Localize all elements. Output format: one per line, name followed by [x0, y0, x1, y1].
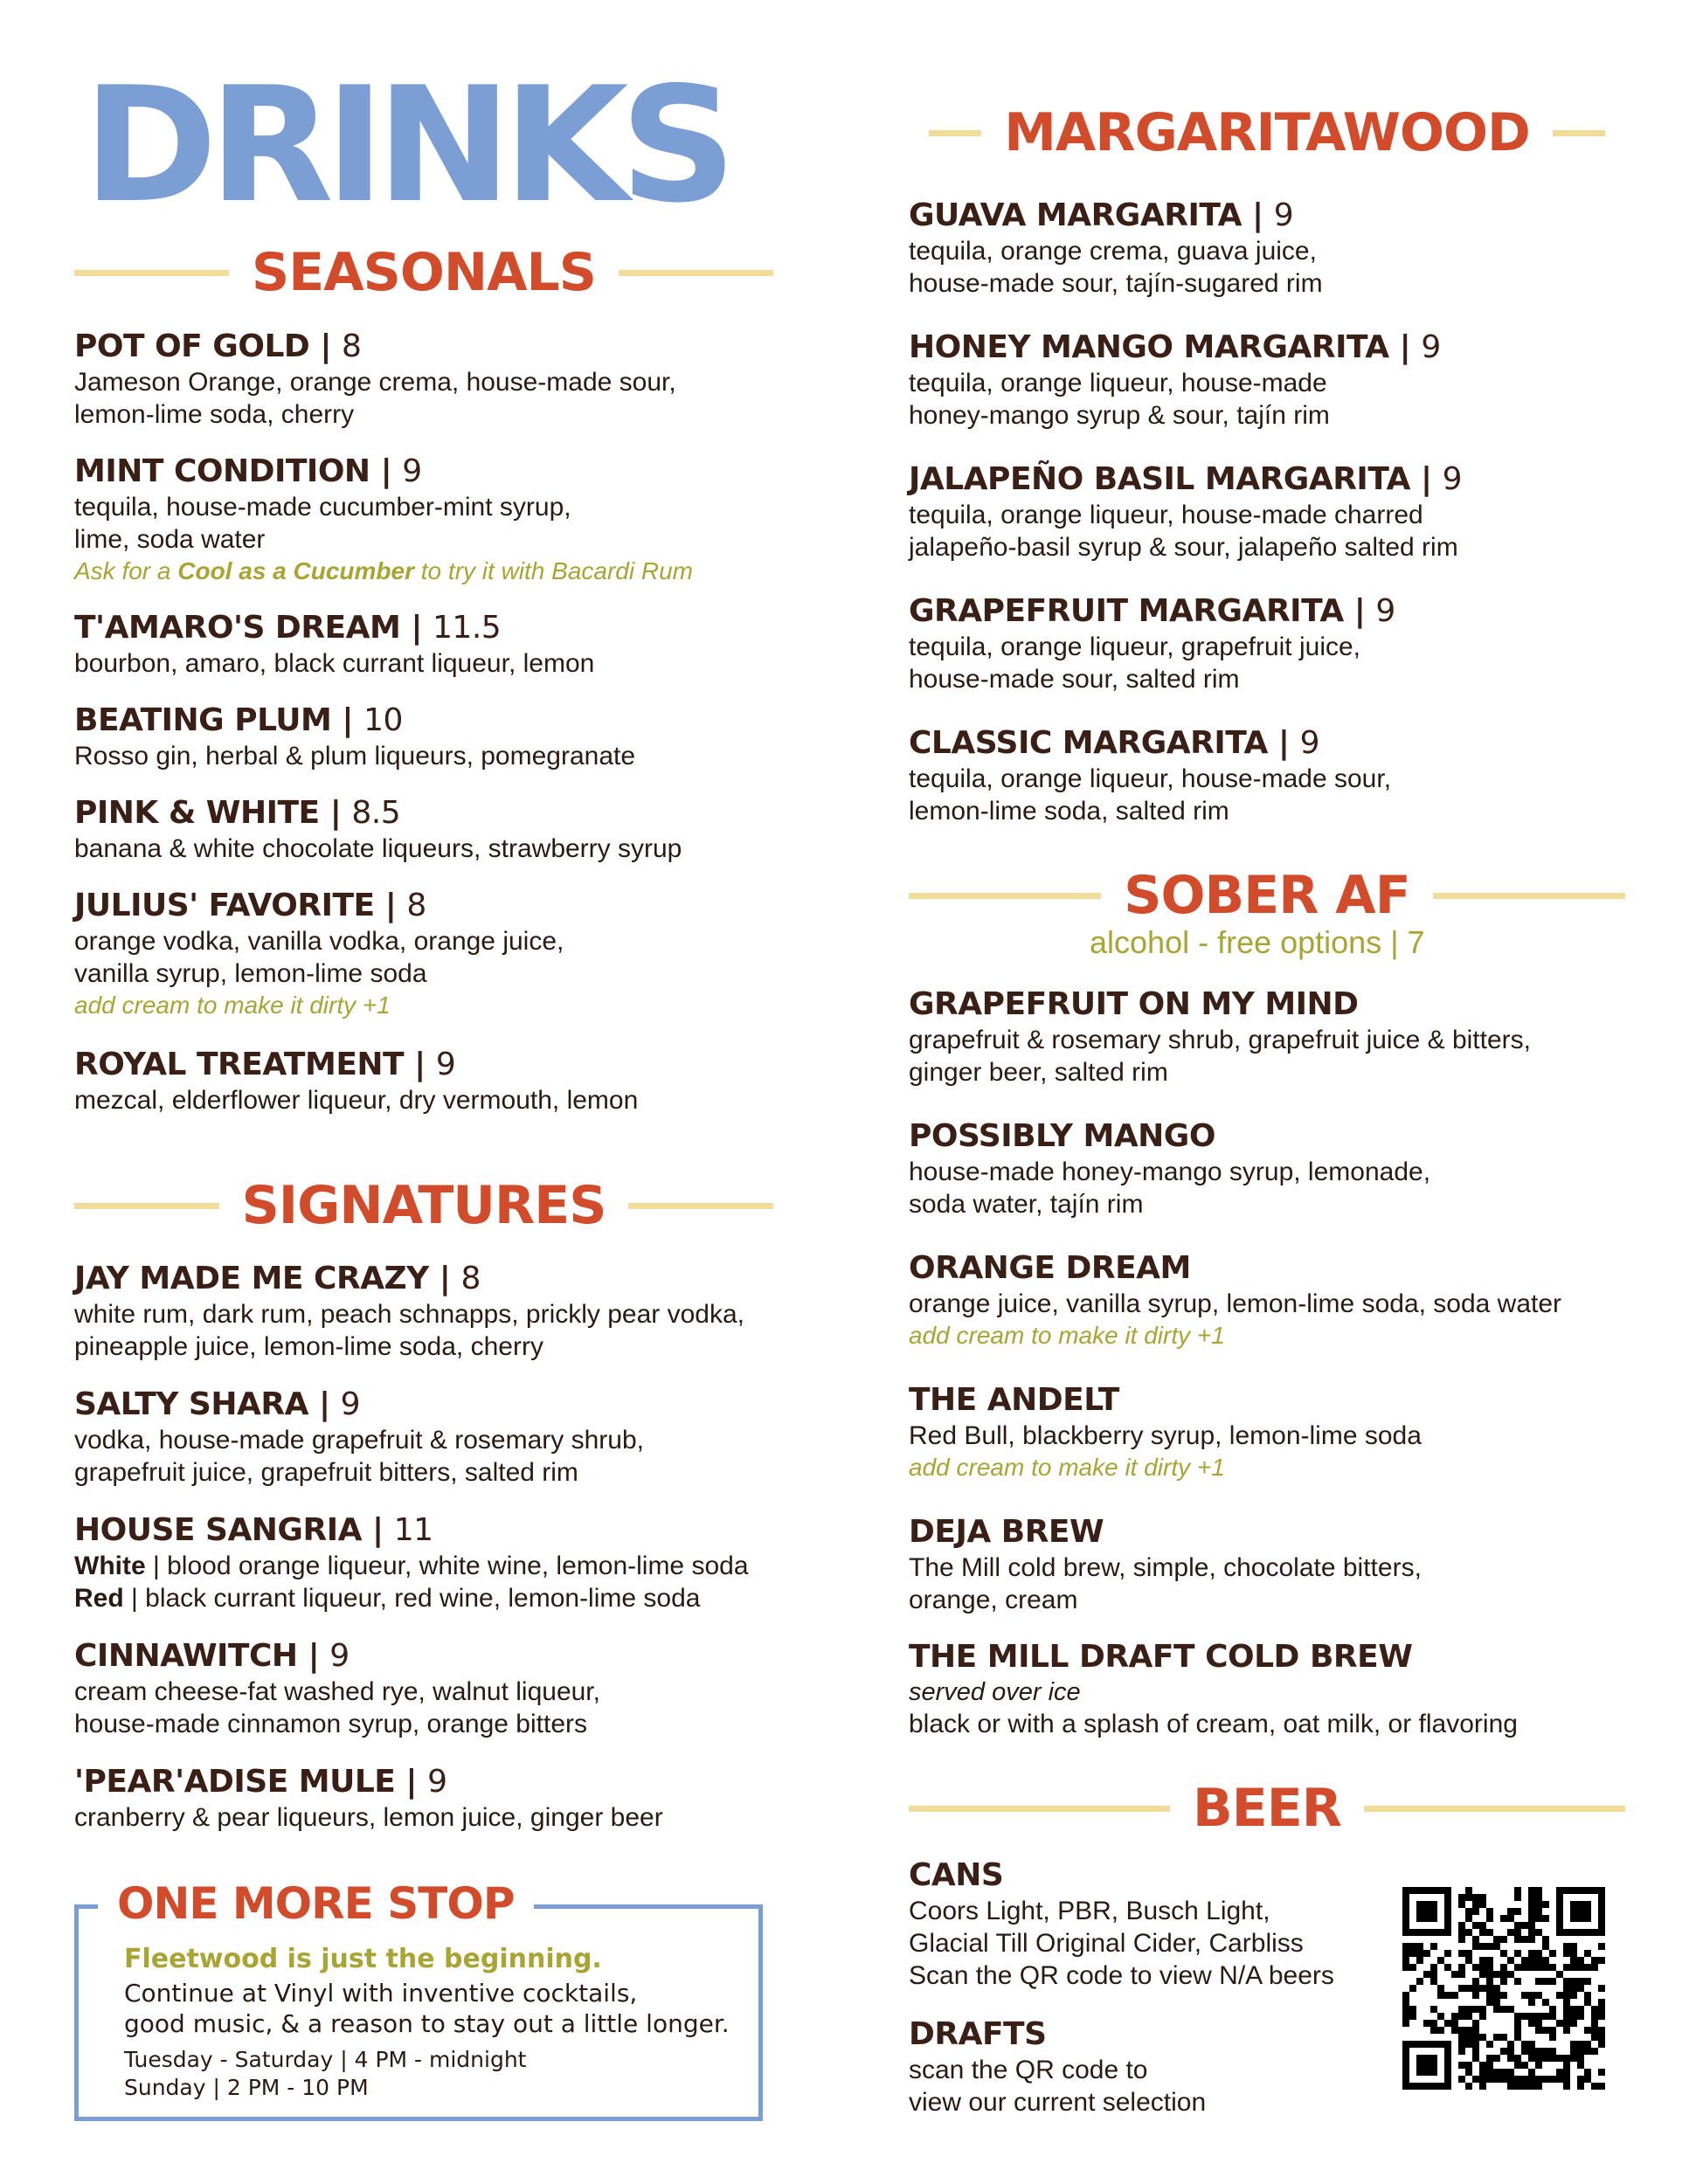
item-desc: orange vodka, vanilla vodka, orange juice,	[74, 927, 564, 956]
heading-rule	[929, 130, 981, 136]
item-desc: grapefruit & rosemary shrub, grapefruit juice & bitters,	[909, 1026, 1531, 1054]
item-name: SALTY SHARA | 9	[74, 1386, 361, 1422]
item-desc: view our current selection	[909, 2088, 1207, 2117]
item-name: THE ANDELT	[909, 1382, 1119, 1418]
one-more-stop-text: Continue at Vinyl with inventive cocktails,	[124, 1979, 638, 2008]
menu-item	[74, 1260, 773, 1363]
item-desc: ginger beer, salted rim	[909, 1058, 1168, 1087]
sober-af-heading	[909, 860, 1625, 930]
item-name: HOUSE SANGRIA | 11	[74, 1512, 433, 1548]
one-more-stop-text: good music, & a reason to stay out a little longer.	[124, 2009, 730, 2038]
item-name: GRAPEFRUIT MARGARITA | 9	[909, 593, 1395, 629]
menu-item	[74, 1386, 773, 1489]
item-desc: Red | black currant liqueur, red wine, lemon-lime soda	[74, 1584, 701, 1613]
item-name: PINK & WHITE | 8.5	[74, 795, 401, 831]
item-desc: tequila, house-made cucumber-mint syrup,	[74, 493, 571, 522]
item-name: THE MILL DRAFT COLD BREW	[909, 1639, 1413, 1675]
heading-rule	[1553, 130, 1605, 136]
menu-item	[909, 1117, 1625, 1220]
item-desc: black or with a splash of cream, oat milk, or flavoring	[909, 1710, 1518, 1738]
item-name: JULIUS' FAVORITE | 8	[74, 888, 426, 923]
item-desc: vanilla syrup, lemon-lime soda	[74, 959, 427, 988]
heading-rule	[909, 1806, 1170, 1812]
item-desc: tequila, orange liqueur, house-made charred	[909, 501, 1423, 529]
heading-label: MARGARITAWOOD	[1004, 102, 1530, 163]
item-name: MINT CONDITION | 9	[74, 453, 422, 489]
item-desc: vodka, house-made grapefruit & rosemary shrub,	[74, 1426, 644, 1455]
menu-item	[74, 1511, 773, 1614]
heading-rule	[74, 270, 229, 276]
menu-item	[74, 702, 773, 772]
item-desc: orange juice, vanilla syrup, lemon-lime soda, soda water	[909, 1289, 1562, 1318]
item-name: 'PEAR'ADISE MULE | 9	[74, 1764, 447, 1800]
menu-item	[909, 1638, 1625, 1740]
item-desc: tequila, orange liqueur, grapefruit juice,	[909, 632, 1361, 661]
item-name: CINNAWITCH | 9	[74, 1638, 350, 1674]
item-desc: house-made cinnamon syrup, orange bitters	[74, 1710, 587, 1738]
item-name: GUAVA MARGARITA | 9	[909, 197, 1294, 233]
item-desc: bourbon, amaro, black currant liqueur, lemon	[74, 649, 595, 678]
menu-item	[74, 887, 773, 1021]
item-desc: tequila, orange crema, guava juice,	[909, 237, 1317, 266]
heading-rule	[74, 1203, 219, 1209]
item-desc: pineapple juice, lemon-lime soda, cherry	[74, 1332, 543, 1361]
item-desc: lime, soda water	[74, 525, 266, 554]
heading-label: SEASONALS	[252, 242, 596, 303]
menu-item	[909, 985, 1625, 1089]
item-name: ORANGE DREAM	[909, 1250, 1191, 1286]
item-name: HONEY MANGO MARGARITA | 9	[909, 329, 1441, 365]
item-desc: cranberry & pear liqueurs, lemon juice, ginger beer	[74, 1803, 663, 1832]
menu-item	[909, 1249, 1625, 1351]
sober-af-subtitle: alcohol - free options | 7	[1090, 924, 1425, 960]
heading-label: BEER	[1193, 1778, 1341, 1839]
signatures-heading	[74, 1171, 773, 1241]
item-desc: orange, cream	[909, 1586, 1078, 1614]
item-desc: White | blood orange liqueur, white wine, lemon-lime soda	[74, 1552, 749, 1580]
heading-label: SOBER AF	[1124, 865, 1410, 926]
item-desc: scan the QR code to	[909, 2056, 1148, 2084]
menu-item	[74, 794, 773, 865]
heading-rule	[619, 270, 773, 276]
item-name: CLASSIC MARGARITA | 9	[909, 725, 1319, 761]
item-desc: soda water, tajín rim	[909, 1190, 1144, 1219]
menu-item	[909, 1513, 1625, 1616]
item-desc: cream cheese-fat washed rye, walnut liqueur,	[74, 1677, 600, 1706]
page-title: DRINKS	[83, 52, 728, 238]
menu-item	[909, 1381, 1625, 1483]
item-note: Ask for a Cool as a Cucumber to try it with Bacardi Rum	[74, 557, 693, 584]
qr-code-icon[interactable]	[1402, 1887, 1605, 2090]
item-desc: house-made honey-mango syrup, lemonade,	[909, 1158, 1431, 1186]
item-desc: banana & white chocolate liqueurs, strawberry syrup	[74, 834, 682, 863]
item-name: JALAPEÑO BASIL MARGARITA | 9	[909, 461, 1463, 497]
heading-rule	[1364, 1806, 1625, 1812]
item-desc: jalapeño-basil syrup & sour, jalapeño salted rim	[909, 533, 1458, 562]
heading-label: SIGNATURES	[241, 1175, 606, 1236]
item-desc: mezcal, elderflower liqueur, dry vermouth, lemon	[74, 1086, 639, 1115]
heading-rule	[909, 893, 1101, 899]
item-desc: honey-mango syrup & sour, tajín rim	[909, 401, 1330, 430]
menu-item	[909, 592, 1625, 695]
item-desc: lemon-lime soda, cherry	[74, 400, 355, 429]
heading-rule	[628, 1203, 773, 1209]
item-desc: Scan the QR code to view N/A beers	[909, 1961, 1334, 1990]
item-note: add cream to make it dirty +1	[909, 1454, 1225, 1481]
item-desc: lemon-lime soda, salted rim	[909, 797, 1229, 826]
item-name: DEJA BREW	[909, 1514, 1104, 1550]
item-desc: house-made sour, salted rim	[909, 665, 1240, 694]
menu-item	[74, 1046, 773, 1116]
item-name: CANS	[909, 1857, 1004, 1893]
seasonals-heading	[74, 238, 773, 308]
item-subnote: served over ice	[909, 1678, 1081, 1706]
beer-heading	[909, 1773, 1625, 1843]
item-desc: Coors Light, PBR, Busch Light,	[909, 1897, 1270, 1925]
one-more-stop-heading: ONE MORE STOP	[98, 1878, 534, 1929]
menu-item	[74, 609, 773, 680]
margaritawood-heading	[909, 98, 1625, 168]
item-note: add cream to make it dirty +1	[909, 1322, 1225, 1349]
menu-item	[74, 328, 773, 431]
hours-text: Tuesday - Saturday | 4 PM - midnight	[124, 2047, 527, 2072]
item-name: T'AMARO'S DREAM | 11.5	[74, 610, 502, 646]
heading-rule	[1433, 893, 1625, 899]
item-desc: tequila, orange liqueur, house-made sour,	[909, 764, 1392, 793]
item-desc: Jameson Orange, orange crema, house-made sour,	[74, 368, 676, 397]
menu-item	[74, 453, 773, 587]
item-name: JAY MADE ME CRAZY | 8	[74, 1261, 481, 1296]
hours-text: Sunday | 2 PM - 10 PM	[124, 2075, 369, 2100]
item-desc: Rosso gin, herbal & plum liqueurs, pomegranate	[74, 742, 636, 771]
item-name: DRAFTS	[909, 2016, 1047, 2052]
item-note: add cream to make it dirty +1	[74, 992, 391, 1019]
menu-item	[74, 1763, 773, 1834]
menu-item	[909, 460, 1625, 563]
item-name: POT OF GOLD | 8	[74, 328, 362, 364]
item-desc: house-made sour, tajín-sugared rim	[909, 269, 1323, 298]
menu-item	[74, 1637, 773, 1740]
item-desc: The Mill cold brew, simple, chocolate bitters,	[909, 1553, 1422, 1582]
item-name: ROYAL TREATMENT | 9	[74, 1047, 456, 1082]
menu-item	[909, 724, 1625, 827]
menu-item	[909, 328, 1625, 432]
item-desc: white rum, dark rum, peach schnapps, prickly pear vodka,	[74, 1300, 745, 1329]
item-desc: grapefruit juice, grapefruit bitters, salted rim	[74, 1458, 578, 1487]
item-name: GRAPEFRUIT ON MY MIND	[909, 986, 1359, 1022]
item-desc: Glacial Till Original Cider, Carbliss	[909, 1929, 1304, 1958]
item-desc: Red Bull, blackberry syrup, lemon-lime soda	[909, 1421, 1422, 1450]
item-name: BEATING PLUM | 10	[74, 702, 403, 738]
one-more-stop-tagline: Fleetwood is just the beginning.	[124, 1944, 602, 1974]
item-desc: tequila, orange liqueur, house-made	[909, 369, 1327, 397]
menu-item	[909, 197, 1625, 300]
item-name: POSSIBLY MANGO	[909, 1118, 1215, 1154]
